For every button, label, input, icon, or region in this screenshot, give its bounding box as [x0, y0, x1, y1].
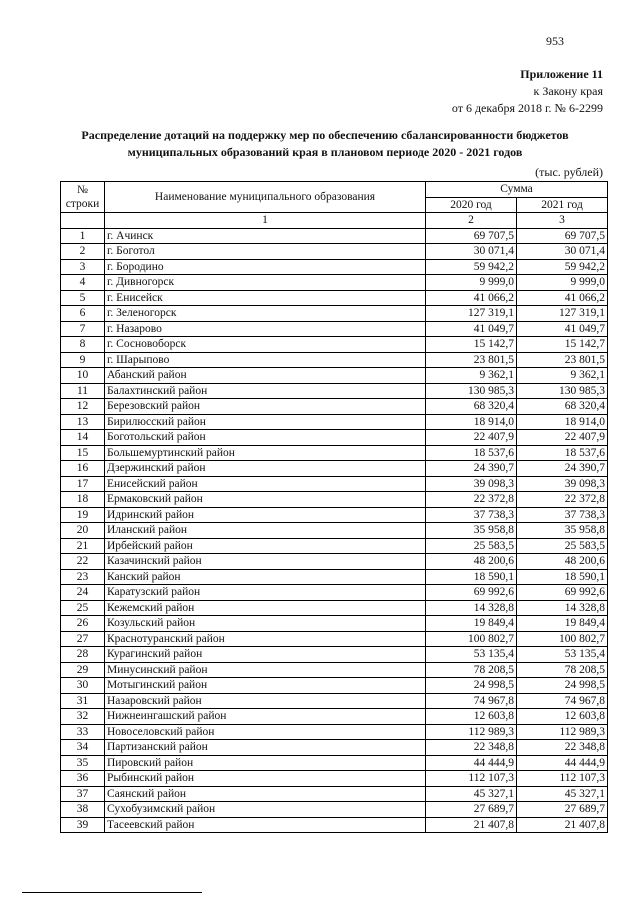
municipality-cell: Тасеевский район — [105, 817, 426, 833]
table-row — [61, 306, 608, 322]
value-2020-cell: 112 107,3 — [426, 771, 517, 787]
value-2020-cell: 59 942,2 — [426, 259, 517, 275]
value-2021-cell: 18 590,1 — [517, 569, 608, 585]
document-title-line-1: Распределение дотаций на поддержку мер по обеспечению сбалансированности бюджетов — [81, 128, 569, 142]
header-row-number — [61, 182, 105, 213]
header-col-index-1: 1 — [105, 213, 426, 229]
value-2021-cell: 68 320,4 — [517, 399, 608, 415]
row-number-cell: 37 — [61, 786, 105, 802]
value-2021-cell: 22 348,8 — [517, 740, 608, 756]
municipality-cell: г. Шарыпово — [105, 352, 426, 368]
municipality-cell: Енисейский район — [105, 476, 426, 492]
row-number-cell: 15 — [61, 445, 105, 461]
municipality-cell: Каратузский район — [105, 585, 426, 601]
value-2020-cell: 37 738,3 — [426, 507, 517, 523]
row-number-cell: 24 — [61, 585, 105, 601]
header-row-number-line-2: строки — [65, 198, 100, 210]
row-number-cell: 12 — [61, 399, 105, 415]
value-2020-cell: 69 707,5 — [426, 228, 517, 244]
row-number-cell: 7 — [61, 321, 105, 337]
value-2020-cell: 48 200,6 — [426, 554, 517, 570]
value-2020-cell: 15 142,7 — [426, 337, 517, 353]
value-2021-cell: 23 801,5 — [517, 352, 608, 368]
municipality-cell: Саянский район — [105, 786, 426, 802]
row-number-cell: 30 — [61, 678, 105, 694]
value-2021-cell: 78 208,5 — [517, 662, 608, 678]
value-2021-cell: 59 942,2 — [517, 259, 608, 275]
value-2020-cell: 130 985,3 — [426, 383, 517, 399]
value-2021-cell: 100 802,7 — [517, 631, 608, 647]
value-2020-cell: 41 049,7 — [426, 321, 517, 337]
municipality-cell: г. Сосновоборск — [105, 337, 426, 353]
municipality-cell: Боготольский район — [105, 430, 426, 446]
table-row — [61, 817, 608, 833]
value-2020-cell: 127 319,1 — [426, 306, 517, 322]
value-2020-cell: 41 066,2 — [426, 290, 517, 306]
municipality-cell: г. Енисейск — [105, 290, 426, 306]
value-2020-cell: 22 407,9 — [426, 430, 517, 446]
municipality-cell: г. Ачинск — [105, 228, 426, 244]
value-2020-cell: 18 537,6 — [426, 445, 517, 461]
table-row — [61, 786, 608, 802]
table-row — [61, 383, 608, 399]
table-row — [61, 337, 608, 353]
table-row — [61, 709, 608, 725]
value-2020-cell: 19 849,4 — [426, 616, 517, 632]
value-2020-cell: 21 407,8 — [426, 817, 517, 833]
row-number-cell: 27 — [61, 631, 105, 647]
table-row — [61, 414, 608, 430]
municipality-cell: Балахтинский район — [105, 383, 426, 399]
value-2021-cell: 112 989,3 — [517, 724, 608, 740]
value-2021-cell: 69 707,5 — [517, 228, 608, 244]
table-row — [61, 662, 608, 678]
value-2020-cell: 22 348,8 — [426, 740, 517, 756]
value-2021-cell: 19 849,4 — [517, 616, 608, 632]
row-number-cell: 34 — [61, 740, 105, 756]
header-row-number-line-1: № — [77, 184, 88, 196]
table-row — [61, 569, 608, 585]
value-2021-cell: 9 362,1 — [517, 368, 608, 384]
municipality-cell: Канский район — [105, 569, 426, 585]
municipality-cell: г. Назарово — [105, 321, 426, 337]
row-number-cell: 14 — [61, 430, 105, 446]
appendix-law-date: от 6 декабря 2018 г. № 6-2299 — [451, 101, 603, 115]
row-number-cell: 39 — [61, 817, 105, 833]
municipality-cell: Абанский район — [105, 368, 426, 384]
page-number: 953 — [546, 34, 564, 48]
value-2021-cell: 9 999,0 — [517, 275, 608, 291]
row-number-cell: 8 — [61, 337, 105, 353]
municipality-cell: Рыбинский район — [105, 771, 426, 787]
table-row — [61, 616, 608, 632]
municipality-cell: Иланский район — [105, 523, 426, 539]
value-2020-cell: 23 801,5 — [426, 352, 517, 368]
row-number-cell: 38 — [61, 802, 105, 818]
municipality-cell: Ермаковский район — [105, 492, 426, 508]
value-2020-cell: 22 372,8 — [426, 492, 517, 508]
value-2021-cell: 27 689,7 — [517, 802, 608, 818]
row-number-cell: 35 — [61, 755, 105, 771]
row-number-cell: 36 — [61, 771, 105, 787]
row-number-cell: 13 — [61, 414, 105, 430]
value-2020-cell: 12 603,8 — [426, 709, 517, 725]
row-number-cell: 21 — [61, 538, 105, 554]
value-2020-cell: 69 992,6 — [426, 585, 517, 601]
value-2020-cell: 53 135,4 — [426, 647, 517, 663]
row-number-cell: 5 — [61, 290, 105, 306]
value-2021-cell: 18 537,6 — [517, 445, 608, 461]
document-title — [40, 127, 610, 161]
table-row — [61, 554, 608, 570]
row-number-cell: 17 — [61, 476, 105, 492]
municipality-cell: Большемуртинский район — [105, 445, 426, 461]
row-number-cell: 31 — [61, 693, 105, 709]
value-2020-cell: 18 914,0 — [426, 414, 517, 430]
table-row — [61, 771, 608, 787]
value-2021-cell: 35 958,8 — [517, 523, 608, 539]
municipality-cell: Партизанский район — [105, 740, 426, 756]
header-year-2020: 2020 год — [426, 197, 517, 213]
row-number-cell: 19 — [61, 507, 105, 523]
value-2020-cell: 27 689,7 — [426, 802, 517, 818]
municipality-cell: Казачинский район — [105, 554, 426, 570]
value-2021-cell: 22 372,8 — [517, 492, 608, 508]
municipality-cell: Березовский район — [105, 399, 426, 415]
value-2020-cell: 100 802,7 — [426, 631, 517, 647]
municipality-cell: Дзержинский район — [105, 461, 426, 477]
row-number-cell: 20 — [61, 523, 105, 539]
value-2020-cell: 44 444,9 — [426, 755, 517, 771]
municipality-cell: Пировский район — [105, 755, 426, 771]
value-2021-cell: 41 066,2 — [517, 290, 608, 306]
row-number-cell: 6 — [61, 306, 105, 322]
table-row — [61, 445, 608, 461]
value-2021-cell: 21 407,8 — [517, 817, 608, 833]
row-number-cell: 28 — [61, 647, 105, 663]
table-row — [61, 724, 608, 740]
header-col-index-2: 2 — [426, 213, 517, 229]
table-row — [61, 461, 608, 477]
value-2021-cell: 48 200,6 — [517, 554, 608, 570]
subsidy-table — [60, 181, 608, 833]
municipality-cell: Курагинский район — [105, 647, 426, 663]
value-2020-cell: 30 071,4 — [426, 244, 517, 260]
value-2021-cell: 15 142,7 — [517, 337, 608, 353]
row-number-cell: 18 — [61, 492, 105, 508]
table-row — [61, 538, 608, 554]
table-row — [61, 740, 608, 756]
value-2020-cell: 74 967,8 — [426, 693, 517, 709]
row-number-cell: 23 — [61, 569, 105, 585]
value-2021-cell: 112 107,3 — [517, 771, 608, 787]
value-2021-cell: 74 967,8 — [517, 693, 608, 709]
row-number-cell: 26 — [61, 616, 105, 632]
municipality-cell: Новоселовский район — [105, 724, 426, 740]
municipality-cell: Нижнеингашский район — [105, 709, 426, 725]
header-col-index-3: 3 — [517, 213, 608, 229]
footer-rule — [22, 892, 202, 893]
table-row — [61, 476, 608, 492]
municipality-cell: Идринский район — [105, 507, 426, 523]
row-number-cell: 10 — [61, 368, 105, 384]
municipality-cell: г. Дивногорск — [105, 275, 426, 291]
table-row — [61, 600, 608, 616]
table-row — [61, 802, 608, 818]
value-2020-cell: 9 362,1 — [426, 368, 517, 384]
table-row — [61, 228, 608, 244]
value-2021-cell: 24 390,7 — [517, 461, 608, 477]
table-row — [61, 399, 608, 415]
value-2020-cell: 112 989,3 — [426, 724, 517, 740]
header-col-index-empty — [61, 213, 105, 229]
value-2021-cell: 12 603,8 — [517, 709, 608, 725]
value-2021-cell: 130 985,3 — [517, 383, 608, 399]
municipality-cell: Козульский район — [105, 616, 426, 632]
value-2020-cell: 45 327,1 — [426, 786, 517, 802]
row-number-cell: 22 — [61, 554, 105, 570]
table-row — [61, 693, 608, 709]
row-number-cell: 25 — [61, 600, 105, 616]
table-row — [61, 368, 608, 384]
municipality-cell: Сухобузимский район — [105, 802, 426, 818]
row-number-cell: 16 — [61, 461, 105, 477]
municipality-cell: г. Бородино — [105, 259, 426, 275]
table-row — [61, 647, 608, 663]
value-2021-cell: 45 327,1 — [517, 786, 608, 802]
value-2021-cell: 25 583,5 — [517, 538, 608, 554]
municipality-cell: Кежемский район — [105, 600, 426, 616]
municipality-cell: Бирилюсский район — [105, 414, 426, 430]
appendix-law-ref: к Закону края — [533, 84, 603, 98]
row-number-cell: 32 — [61, 709, 105, 725]
row-number-cell: 1 — [61, 228, 105, 244]
row-number-cell: 2 — [61, 244, 105, 260]
municipality-cell: г. Боготол — [105, 244, 426, 260]
table-row — [61, 244, 608, 260]
row-number-cell: 33 — [61, 724, 105, 740]
municipality-cell: г. Зеленогорск — [105, 306, 426, 322]
row-number-cell: 11 — [61, 383, 105, 399]
table-body — [61, 228, 608, 833]
value-2021-cell: 39 098,3 — [517, 476, 608, 492]
appendix-title: Приложение 11 — [520, 67, 603, 81]
table-row — [61, 259, 608, 275]
table-row — [61, 275, 608, 291]
header-sum: Сумма — [426, 182, 608, 198]
value-2021-cell: 127 319,1 — [517, 306, 608, 322]
table-row — [61, 430, 608, 446]
value-2021-cell: 41 049,7 — [517, 321, 608, 337]
units-label: (тыс. рублей) — [535, 165, 603, 179]
appendix-block — [452, 66, 603, 117]
row-number-cell: 9 — [61, 352, 105, 368]
value-2021-cell: 44 444,9 — [517, 755, 608, 771]
table-row — [61, 755, 608, 771]
table-row — [61, 290, 608, 306]
municipality-cell: Ирбейский район — [105, 538, 426, 554]
value-2021-cell: 14 328,8 — [517, 600, 608, 616]
document-title-line-2: муниципальных образований края в плановом периоде 2020 - 2021 годов — [127, 145, 523, 159]
value-2021-cell: 30 071,4 — [517, 244, 608, 260]
header-year-2021: 2021 год — [517, 197, 608, 213]
value-2020-cell: 9 999,0 — [426, 275, 517, 291]
value-2020-cell: 18 590,1 — [426, 569, 517, 585]
value-2020-cell: 14 328,8 — [426, 600, 517, 616]
table-row — [61, 523, 608, 539]
table-row — [61, 585, 608, 601]
table-row — [61, 492, 608, 508]
municipality-cell: Минусинский район — [105, 662, 426, 678]
value-2020-cell: 35 958,8 — [426, 523, 517, 539]
value-2021-cell: 37 738,3 — [517, 507, 608, 523]
table-row — [61, 352, 608, 368]
value-2020-cell: 25 583,5 — [426, 538, 517, 554]
value-2021-cell: 22 407,9 — [517, 430, 608, 446]
value-2021-cell: 24 998,5 — [517, 678, 608, 694]
value-2020-cell: 24 390,7 — [426, 461, 517, 477]
table-row — [61, 507, 608, 523]
table-row — [61, 678, 608, 694]
header-municipality: Наименование муниципального образования — [105, 182, 426, 213]
value-2021-cell: 18 914,0 — [517, 414, 608, 430]
value-2020-cell: 68 320,4 — [426, 399, 517, 415]
municipality-cell: Мотыгинский район — [105, 678, 426, 694]
municipality-cell: Назаровский район — [105, 693, 426, 709]
municipality-cell: Краснотуранский район — [105, 631, 426, 647]
value-2020-cell: 78 208,5 — [426, 662, 517, 678]
table-row — [61, 631, 608, 647]
row-number-cell: 4 — [61, 275, 105, 291]
value-2021-cell: 53 135,4 — [517, 647, 608, 663]
value-2020-cell: 24 998,5 — [426, 678, 517, 694]
value-2021-cell: 69 992,6 — [517, 585, 608, 601]
value-2020-cell: 39 098,3 — [426, 476, 517, 492]
row-number-cell: 29 — [61, 662, 105, 678]
row-number-cell: 3 — [61, 259, 105, 275]
table-row — [61, 321, 608, 337]
